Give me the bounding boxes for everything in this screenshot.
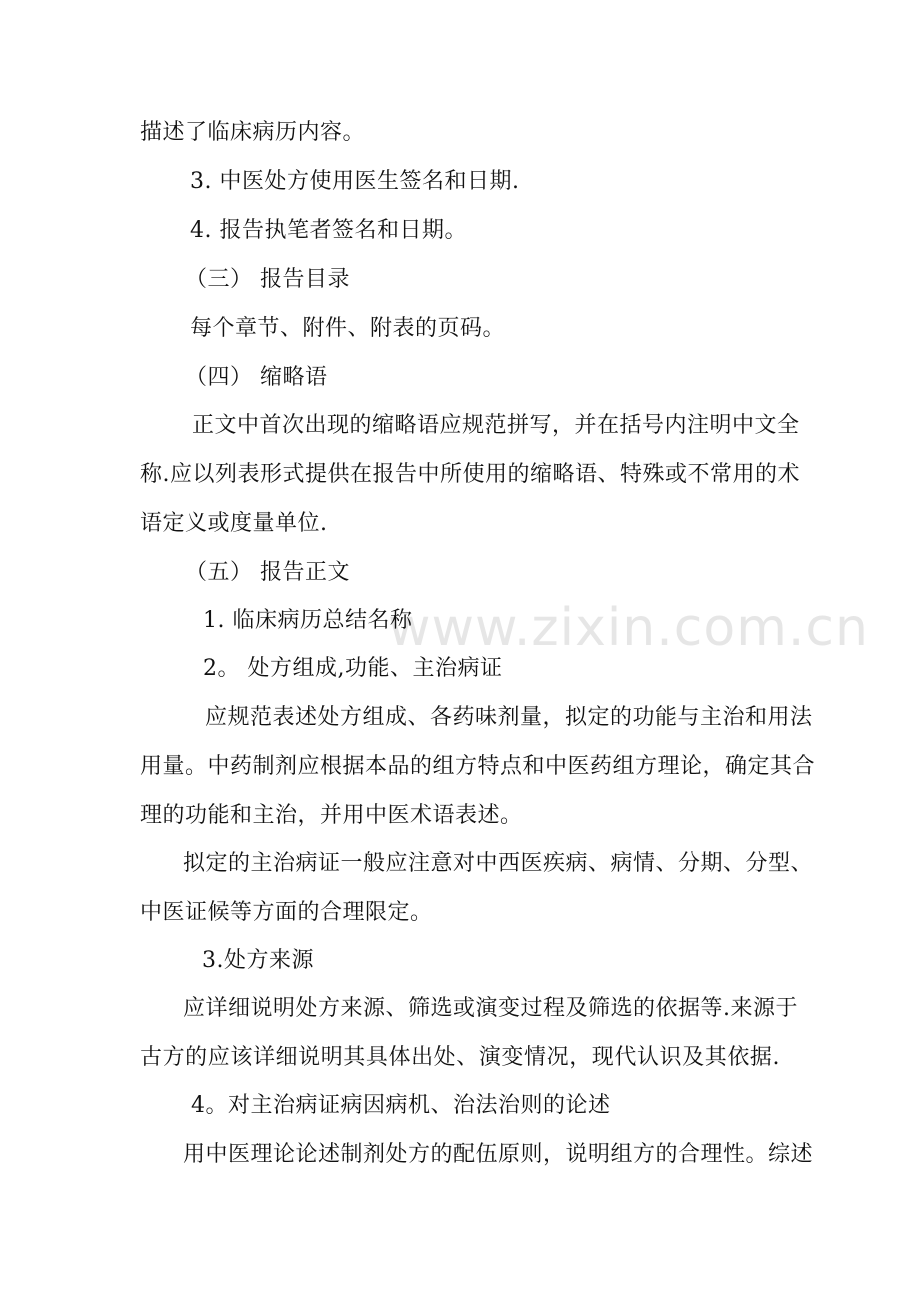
text-line: 正文中首次出现的缩略语应规范拼写，并在括号内注明中文全 [192, 413, 800, 438]
list-item: 4. 报告执笔者签名和日期。 [190, 218, 467, 243]
text-line: 拟定的主治病证一般应注意对中西医疾病、病情、分期、分型、 [183, 851, 814, 876]
subsection-heading: 4。对主治病证病因病机、治法治则的论述 [191, 1093, 611, 1118]
list-item: 3. 中医处方使用医生签名和日期. [190, 169, 520, 194]
text-line: 用量。中药制剂应根据本品的组方特点和中医药组方理论，确定其合 [140, 754, 816, 779]
text-line: 古方的应该详细说明其具体出处、演变情况，现代认识及其依据. [140, 1045, 780, 1070]
subsection-heading: 1. 临床病历总结名称 [203, 608, 413, 633]
text-line: 理的功能和主治，并用中医术语表述。 [140, 803, 523, 828]
text-line: 中医证候等方面的合理限定。 [140, 900, 433, 925]
subsection-heading: 3.处方来源 [202, 948, 314, 973]
subsection-heading: 2。 处方组成,功能、主治病证 [203, 656, 503, 681]
watermark: www.zixin.com.cn [388, 598, 869, 658]
text-line: 应规范表述处方组成、各药味剂量，拟定的功能与主治和用法 [205, 705, 813, 730]
text-line: 用中医理论论述制剂处方的配伍原则，说明组方的合理性。综述 [183, 1142, 814, 1167]
text-line: 每个章节、附件、附表的页码。 [190, 316, 506, 341]
text-line: 描述了临床病历内容。 [140, 120, 366, 145]
section-heading: （四） 缩略语 [185, 365, 328, 390]
section-heading: （五） 报告正文 [185, 560, 350, 585]
section-heading: （三） 报告目录 [185, 267, 350, 292]
text-line: 应详细说明处方来源、筛选或演变过程及筛选的依据等.来源于 [183, 996, 798, 1021]
text-line: 语定义或度量单位. [140, 511, 328, 536]
text-line: 称.应以列表形式提供在报告中所使用的缩略语、特殊或不常用的术 [140, 462, 800, 487]
